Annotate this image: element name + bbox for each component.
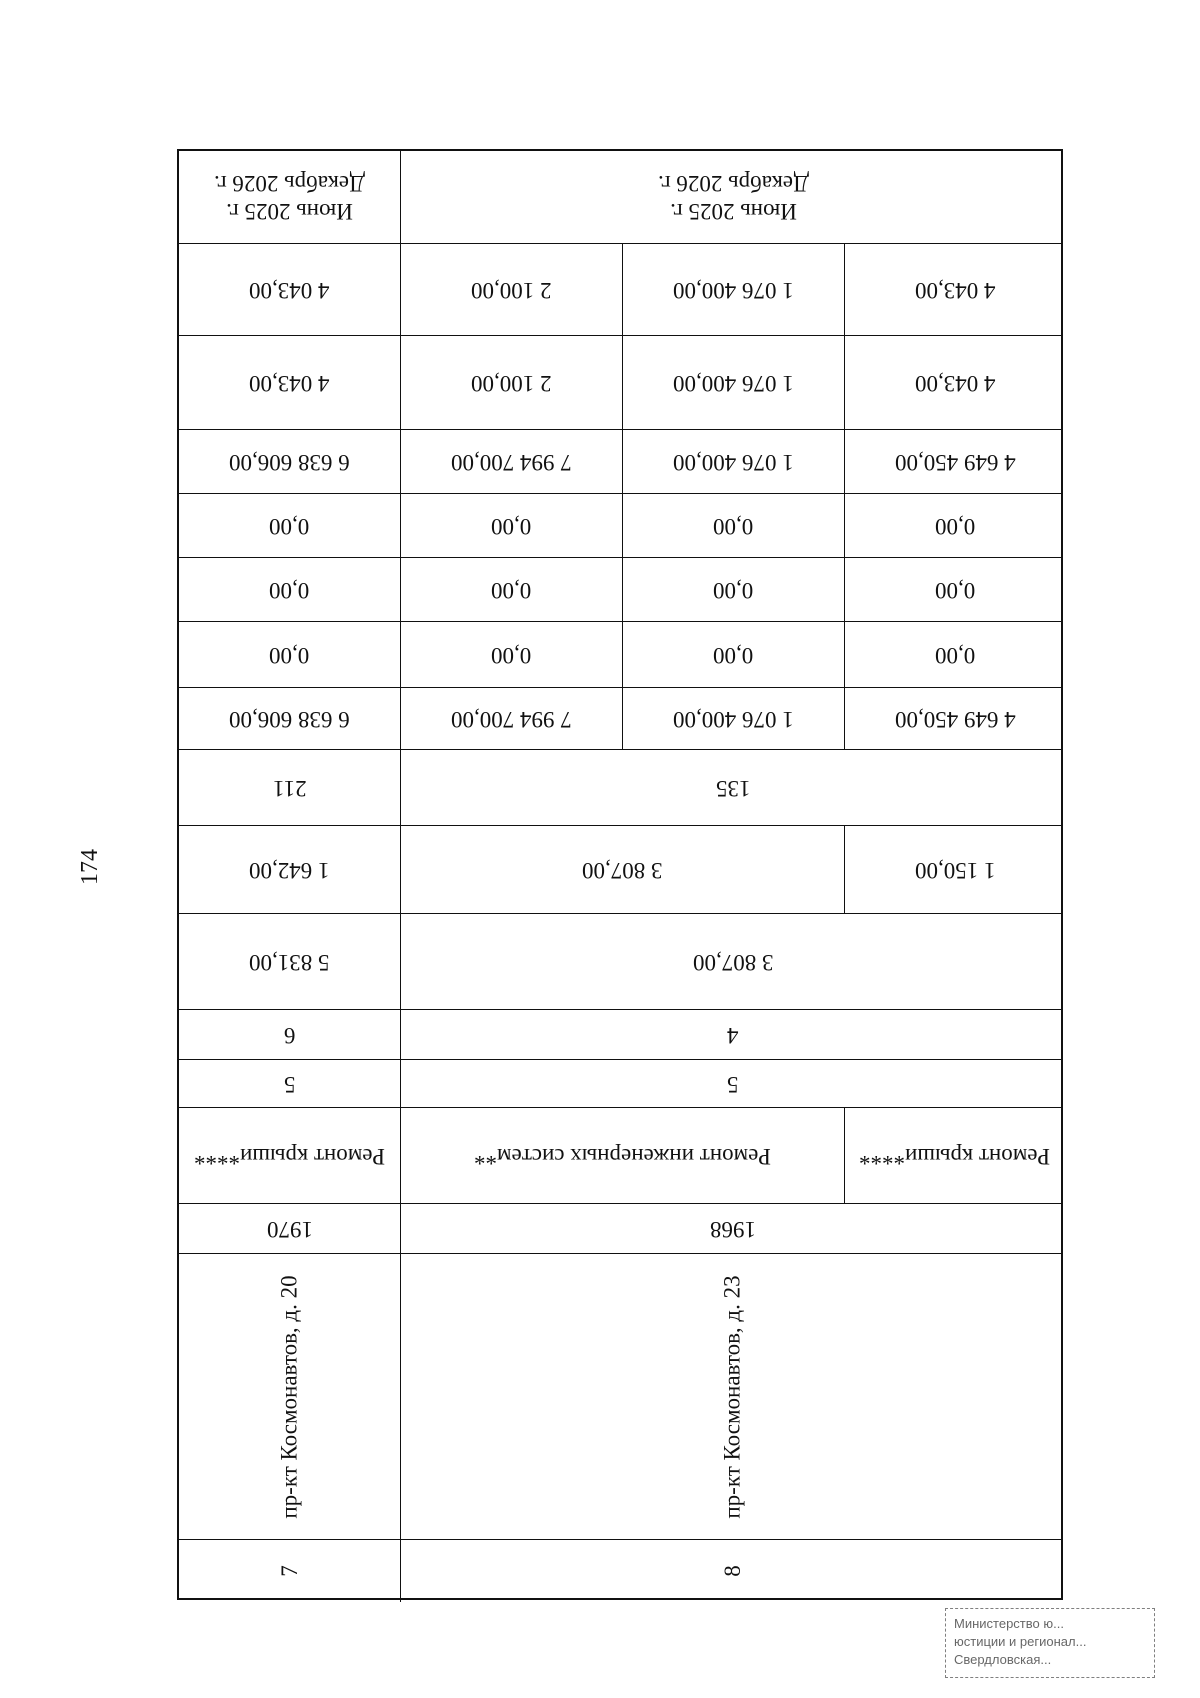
- table-cell: 0,00: [622, 494, 844, 557]
- table-cell-row-number: 8: [400, 1540, 1065, 1602]
- table-cell: 1 642,00: [249, 857, 330, 883]
- table-row: [179, 621, 1061, 687]
- table-row: [179, 1107, 1061, 1203]
- table-cell: 4 649 450,00: [844, 688, 1065, 749]
- ministry-stamp: Министерство ю... юстиции и регионал... Свердловская...: [945, 1608, 1155, 1678]
- table-row: [179, 825, 1061, 913]
- header-cell-col-a: Июнь 2025 г. Декабрь 2026 г.: [214, 171, 365, 224]
- table-cell: 0,00: [269, 577, 310, 603]
- table-cell: 4 649 450,00: [844, 430, 1065, 493]
- table-row: [179, 1059, 1061, 1107]
- table-cell: 3 807,00: [400, 826, 844, 913]
- table-cell: 4: [400, 1010, 1065, 1059]
- table-cell: Ремонт инженерных систем**: [400, 1108, 844, 1203]
- header-cell-col-bcd: Июнь 2025 г. Декабрь 2026 г.: [400, 151, 1065, 243]
- table-row: [179, 1203, 1061, 1253]
- table-cell: 5: [283, 1071, 296, 1097]
- table-cell: 135: [400, 750, 1065, 825]
- table-row: [179, 1253, 1061, 1539]
- table-cell: 6 638 606,00: [229, 706, 350, 732]
- table-cell: Ремонт крыши****: [844, 1108, 1065, 1203]
- table-cell: 5 831,00: [249, 949, 330, 975]
- table-row: [179, 335, 1061, 429]
- table-cell: 211: [272, 775, 307, 801]
- table-row: [179, 749, 1061, 825]
- table-cell: 7 994 700,00: [400, 688, 622, 749]
- table-cell: 0,00: [844, 558, 1065, 621]
- table-cell: 2 100,00: [400, 244, 622, 335]
- table-cell: 4 043,00: [249, 370, 330, 396]
- table-cell: 0,00: [269, 513, 310, 539]
- table-cell: 1 076 400,00: [622, 430, 844, 493]
- rotated-table: [177, 149, 1063, 1600]
- table-cell: 1970: [266, 1216, 313, 1242]
- table-cell: 1 076 400,00: [622, 688, 844, 749]
- table-cell: 6 638 606,00: [229, 449, 350, 475]
- table-row: [179, 1539, 1061, 1602]
- table-row: [179, 243, 1061, 335]
- table-cell: 2 100,00: [400, 336, 622, 429]
- table-cell: Ремонт крыши****: [193, 1143, 385, 1169]
- table-row: [179, 557, 1061, 621]
- table-cell: 4 043,00: [844, 336, 1065, 429]
- table-cell: 1 150,00: [844, 826, 1065, 913]
- table-cell: 0,00: [269, 642, 310, 668]
- table-row: [179, 913, 1061, 1009]
- table-cell: 5: [400, 1060, 1065, 1107]
- table-cell: 7 994 700,00: [400, 430, 622, 493]
- table-row: [179, 1009, 1061, 1059]
- table-cell: 4 043,00: [249, 277, 330, 303]
- page-number: 174: [77, 849, 103, 885]
- table-cell: 4 043,00: [844, 244, 1065, 335]
- table-cell-address: пр-кт Космонавтов, д. 20: [276, 1274, 302, 1519]
- table-cell: 0,00: [400, 622, 622, 687]
- table-row: [179, 429, 1061, 493]
- table-cell: 0,00: [844, 494, 1065, 557]
- table-cell-address: пр-кт Космонавтов, д. 23: [400, 1254, 1065, 1539]
- table-row: [179, 493, 1061, 557]
- table-cell: 1 076 400,00: [622, 244, 844, 335]
- table-cell: 1968: [400, 1204, 1065, 1253]
- table-cell: 0,00: [400, 558, 622, 621]
- table-row: [179, 687, 1061, 749]
- table-cell: 6: [283, 1022, 296, 1048]
- table-header-row: [179, 151, 1061, 243]
- table-cell: 1 076 400,00: [622, 336, 844, 429]
- table-cell: 3 807,00: [400, 914, 1065, 1009]
- table-cell: 0,00: [844, 622, 1065, 687]
- table-cell: 0,00: [400, 494, 622, 557]
- table-cell: 0,00: [622, 558, 844, 621]
- table-cell-row-number: 7: [276, 1565, 302, 1577]
- table-cell: 0,00: [622, 622, 844, 687]
